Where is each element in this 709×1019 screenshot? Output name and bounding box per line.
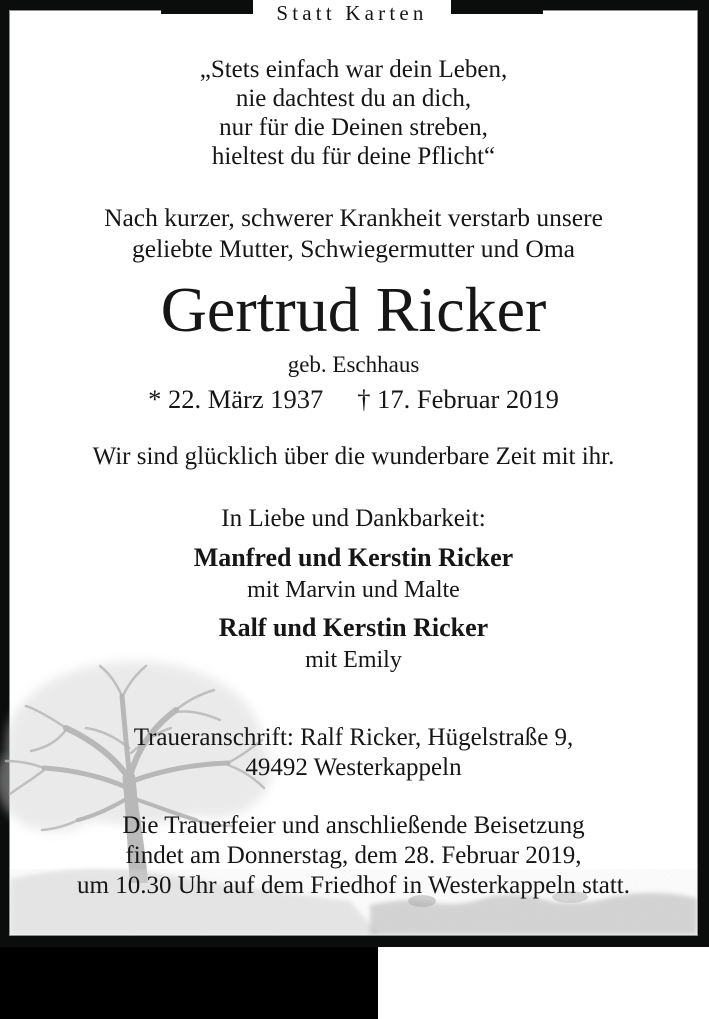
gratitude-line: Wir sind glücklich über die wunderbare Zeit mit ihr. — [92, 443, 615, 470]
poem-line: nie dachtest du an dich, — [235, 85, 472, 112]
poem-line: nur für die Deinen streben, — [219, 114, 488, 141]
birth-date: * 22. März 1937 — [148, 384, 324, 414]
funeral-line: Die Trauerfeier und anschließende Beisetzung — [122, 812, 585, 839]
mourner-with: mit Emily — [305, 647, 402, 673]
intro-line: geliebte Mutter, Schwiegermutter und Oma — [132, 234, 575, 263]
mourner-with: mit Marvin und Malte — [247, 577, 460, 603]
address-line: 49492 Westerkappeln — [245, 754, 462, 781]
closing-line: In Liebe und Dankbarkeit: — [221, 505, 486, 532]
statt-karten-text: Statt Karten — [276, 0, 428, 25]
intro-text — [10, 202, 697, 264]
adjacent-ad-block — [0, 947, 378, 1019]
funeral-line: findet am Donnerstag, dem 28. Februar 2019, — [125, 842, 582, 869]
statt-karten-label — [253, 0, 451, 26]
header-bar-left — [161, 0, 253, 14]
funeral-line: um 10.30 Uhr auf dem Friedhof in Westerkappeln statt. — [77, 872, 630, 899]
mourning-address — [10, 723, 697, 783]
mourner-names: Ralf und Kerstin Ricker — [218, 613, 489, 642]
funeral-info — [10, 811, 697, 901]
poem-line: hieltest du für deine Pflicht“ — [211, 143, 496, 170]
intro-line: Nach kurzer, schwerer Krankheit verstarb unsere — [104, 203, 603, 232]
deceased-name: Gertrud Ricker — [160, 274, 547, 345]
poem-line: „Stets einfach war dein Leben, — [199, 56, 508, 83]
header-bar-right — [451, 0, 543, 14]
life-dates — [10, 384, 697, 414]
maiden-name: geb. Eschhaus — [287, 352, 420, 377]
death-date: † 17. Februar 2019 — [357, 384, 559, 414]
address-line: Traueranschrift: Ralf Ricker, Hügelstraße 9, — [133, 724, 574, 751]
poem — [10, 55, 697, 171]
mourner-names: Manfred und Kerstin Ricker — [193, 543, 514, 572]
